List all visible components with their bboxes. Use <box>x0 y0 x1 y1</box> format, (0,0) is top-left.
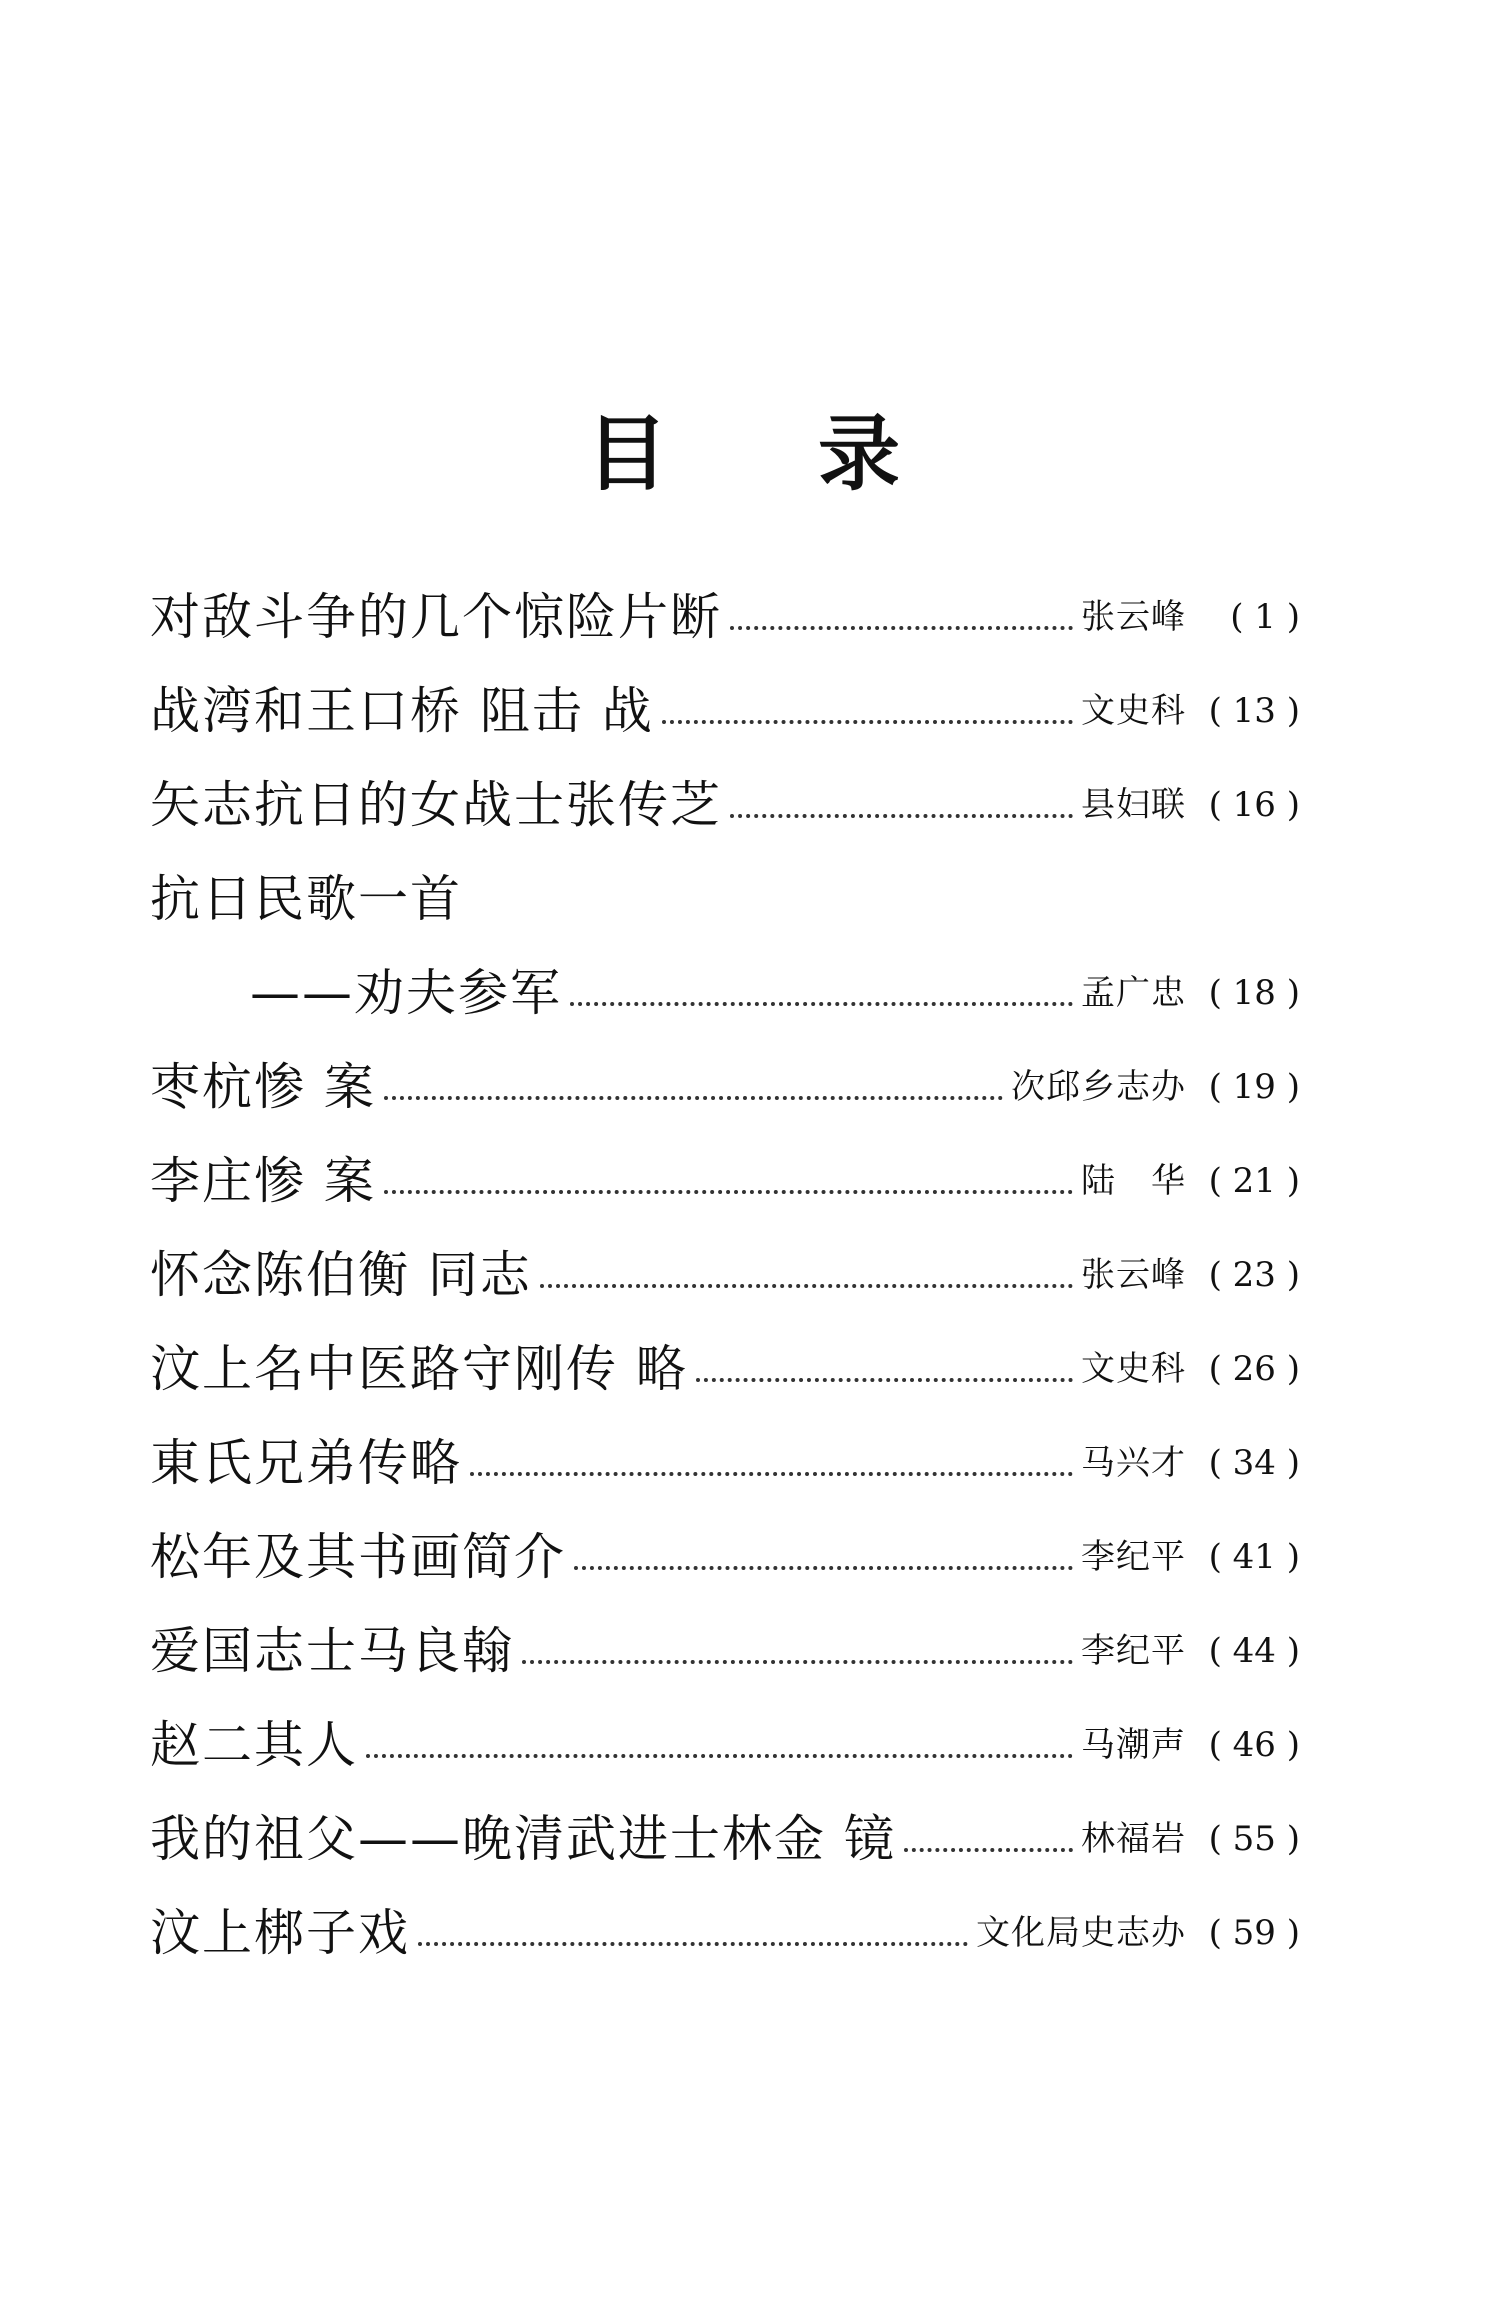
dot-leader <box>384 1188 1073 1194</box>
dot-leader <box>366 1752 1073 1758</box>
entry-author: 文化局史志办 <box>976 1913 1186 1953</box>
heading-char-left: 目 <box>585 407 668 502</box>
dot-leader <box>574 1564 1073 1570</box>
toc-entry <box>150 1040 1300 1134</box>
entry-title: 对敌斗争的几个惊险片断 <box>150 588 722 646</box>
entry-title: 战湾和王口桥 阻击 战 <box>150 682 654 740</box>
dot-leader <box>418 1940 968 1946</box>
entry-author: 次邱乡志办 <box>1011 1067 1186 1107</box>
entry-page-number: ( 59 ) <box>1208 1913 1300 1953</box>
toc-entry <box>150 1698 1300 1792</box>
entry-page-number: ( 23 ) <box>1208 1255 1300 1295</box>
entry-page-number: ( 13 ) <box>1208 691 1300 731</box>
toc-list <box>150 570 1300 1980</box>
dot-leader <box>384 1094 1003 1100</box>
entry-page-number: ( 26 ) <box>1208 1349 1300 1389</box>
entry-author: 陆 华 <box>1081 1161 1186 1201</box>
entry-author: 李纪平 <box>1081 1537 1186 1577</box>
entry-page-number: ( 44 ) <box>1208 1631 1300 1671</box>
entry-title: 汶上梆子戏 <box>150 1904 410 1962</box>
entry-title: 東氏兄弟传略 <box>150 1434 462 1492</box>
entry-title: 汶上名中医路守刚传 略 <box>150 1340 688 1398</box>
toc-entry <box>150 1322 1300 1416</box>
entry-author: 孟广忠 <box>1081 973 1186 1013</box>
toc-entry <box>150 1416 1300 1510</box>
heading-char-right: 录 <box>818 407 901 502</box>
entry-author: 张云峰 <box>1081 1255 1186 1295</box>
dot-leader <box>904 1846 1073 1852</box>
dot-leader <box>570 1000 1073 1006</box>
toc-entry <box>150 664 1300 758</box>
toc-entry <box>150 570 1300 664</box>
entry-author: 文史科 <box>1081 1349 1186 1389</box>
dot-leader <box>730 812 1073 818</box>
dot-leader <box>522 1658 1073 1664</box>
entry-page-number: ( 1 ) <box>1230 597 1300 637</box>
dot-leader <box>470 1470 1073 1476</box>
toc-entry-subtitle <box>150 946 1300 1040</box>
entry-title: 抗日民歌一首 <box>150 870 462 928</box>
entry-page-number: ( 55 ) <box>1208 1819 1300 1859</box>
toc-entry <box>150 758 1300 852</box>
entry-author: 李纪平 <box>1081 1631 1186 1671</box>
entry-page-number: ( 41 ) <box>1208 1537 1300 1577</box>
entry-title: 爱国志士马良翰 <box>150 1622 514 1680</box>
toc-entry <box>150 1228 1300 1322</box>
entry-author: 文史科 <box>1081 691 1186 731</box>
entry-author: 马潮声 <box>1081 1725 1186 1765</box>
dot-leader <box>662 718 1073 724</box>
toc-entry <box>150 852 1300 946</box>
entry-page-number: ( 21 ) <box>1208 1161 1300 1201</box>
toc-entry <box>150 1134 1300 1228</box>
entry-title: 枣杭惨 案 <box>150 1058 376 1116</box>
toc-entry <box>150 1604 1300 1698</box>
entry-title: 怀念陈伯衡 同志 <box>150 1246 532 1304</box>
entry-title: 矢志抗日的女战士张传芝 <box>150 776 722 834</box>
entry-title: 松年及其书画简介 <box>150 1528 566 1586</box>
toc-entry <box>150 1886 1300 1980</box>
dot-leader <box>696 1376 1073 1382</box>
entry-page-number: ( 16 ) <box>1208 785 1300 825</box>
entry-author: 张云峰 <box>1081 597 1186 637</box>
dot-leader <box>730 624 1073 630</box>
entry-title: 李庄惨 案 <box>150 1152 376 1210</box>
toc-heading <box>0 400 1486 510</box>
entry-title: 我的祖父——晚清武进士林金 镜 <box>150 1810 896 1868</box>
entry-author: 县妇联 <box>1081 785 1186 825</box>
dot-leader <box>540 1282 1073 1288</box>
entry-page-number: ( 19 ) <box>1208 1067 1300 1107</box>
entry-page-number: ( 18 ) <box>1208 973 1300 1013</box>
entry-author: 马兴才 <box>1081 1443 1186 1483</box>
toc-entry <box>150 1510 1300 1604</box>
entry-subtitle: ——劝夫参军 <box>250 964 562 1022</box>
entry-title: 赵二其人 <box>150 1716 358 1774</box>
entry-author: 林福岩 <box>1081 1819 1186 1859</box>
toc-entry <box>150 1792 1300 1886</box>
entry-page-number: ( 46 ) <box>1208 1725 1300 1765</box>
entry-page-number: ( 34 ) <box>1208 1443 1300 1483</box>
